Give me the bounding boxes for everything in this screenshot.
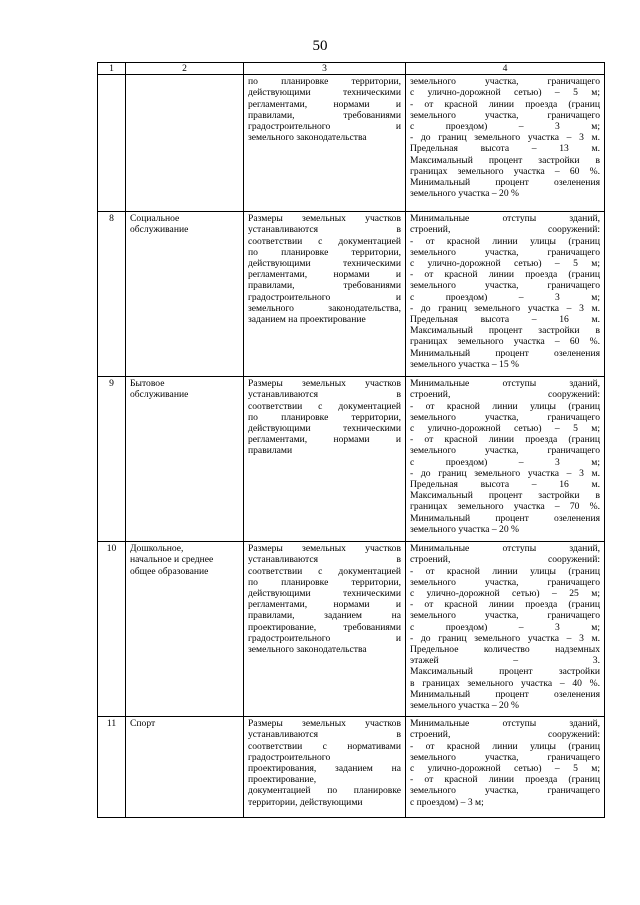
header-col-1: 1	[98, 63, 126, 75]
row-number-cell: 9	[98, 377, 126, 542]
parameters-cell	[406, 542, 605, 717]
cell-text-line: по планировке территории,	[248, 576, 401, 588]
cell-text-line: - от красной линии проезда (границ	[410, 774, 600, 786]
table-header-row	[98, 63, 605, 75]
cell-text-line: с улично-дорожной сетью) – 5 м;	[410, 258, 600, 270]
cell-text-line: земельного участка, граничащего	[410, 445, 600, 457]
plot-size-cell	[244, 75, 406, 212]
cell-text-line: земельного законодательства	[248, 132, 367, 144]
cell-text-line: документацией по планировке	[248, 785, 401, 797]
cell-text-line: - до границ земельного участка – 3 м.	[410, 132, 600, 144]
table-row	[98, 212, 605, 377]
cell-text-line: регламентами, нормами и	[248, 98, 401, 110]
cell-text-line: правилами, требованиями	[248, 109, 401, 121]
cell-text-line: проектирования, заданием на	[248, 763, 401, 775]
cell-text-line: земельного участка, граничащего	[410, 576, 600, 588]
cell-text-line: по планировке территории,	[248, 246, 401, 258]
cell-text-line: границах земельного участка – 70 %.	[410, 501, 600, 513]
cell-text-line: границах земельного участка – 60 %.	[410, 336, 600, 348]
cell-text-line: регламентами, нормами и	[248, 434, 401, 446]
cell-text-line: обслуживание	[130, 224, 189, 236]
cell-text-line: заданием на проектирование	[248, 314, 366, 326]
use-type-cell	[126, 717, 244, 818]
cell-text-line: Социальное	[130, 213, 180, 225]
cell-text-line: регламентами, нормами и	[248, 269, 401, 281]
cell-text-line: действующими техническими	[248, 258, 401, 270]
cell-text-line: Максимальный процент застройки в	[410, 490, 600, 502]
cell-text-line: строений, сооружений:	[410, 389, 600, 401]
row-number-cell	[98, 75, 126, 212]
cell-text-line: начальное и среднее	[130, 554, 214, 566]
cell-text-line: строений, сооружений:	[410, 729, 600, 741]
cell-text-line: - до границ земельного участка – 3 м.	[410, 632, 600, 644]
cell-text-line: устанавливаются в	[248, 729, 401, 741]
cell-text-line: градостроительного	[248, 751, 331, 763]
cell-text-line: - до границ земельного участка – 3 м.	[410, 302, 600, 314]
cell-text-line: с улично-дорожной сетью) – 5 м;	[410, 87, 600, 99]
cell-text-line: Предельное количество надземных	[410, 644, 600, 656]
cell-text-line: Максимальный процент застройки в	[410, 325, 600, 337]
cell-text-line: - от красной линии проезда (границ	[410, 434, 600, 446]
cell-text-line: земельного участка, граничащего	[410, 411, 600, 423]
cell-text-line: - от красной линии проезда (границ	[410, 98, 600, 110]
cell-text-line: соответствии с документацией	[248, 400, 401, 412]
cell-text-line: действующими техническими	[248, 87, 401, 99]
cell-text-line: территории, действующими	[248, 796, 363, 808]
cell-text-line: Минимальный процент озеленения	[410, 347, 600, 359]
cell-text-line: строений, сооружений:	[410, 224, 600, 236]
table-row	[98, 542, 605, 717]
cell-text-line: Минимальный процент озеленения	[410, 177, 600, 189]
cell-text-line: этажей – 3.	[410, 655, 600, 667]
cell-text-line: земельного участка – 15 %	[410, 358, 520, 370]
table-row	[98, 377, 605, 542]
cell-text-line: Максимальный процент застройки в	[410, 154, 600, 166]
cell-text-line: устанавливаются в	[248, 389, 401, 401]
cell-text-line: соответствии с документацией	[248, 235, 401, 247]
cell-text-line: общее образование	[130, 565, 209, 577]
cell-text-line: - от красной линии улицы (границ	[410, 235, 600, 247]
cell-text-line: действующими техническими	[248, 423, 401, 435]
cell-text-line: действующими техническими	[248, 588, 401, 600]
cell-text-line: Размеры земельных участков	[248, 543, 401, 555]
cell-text-line: проектирование,	[248, 774, 317, 786]
table-row	[98, 717, 605, 818]
cell-text-line: Дошкольное,	[130, 543, 184, 555]
cell-text-line: Минимальные отступы зданий,	[410, 378, 600, 390]
cell-text-line: земельного участка, граничащего	[410, 785, 600, 797]
cell-text-line: с улично-дорожной сетью) – 5 м;	[410, 763, 600, 775]
cell-text-line: правилами, заданием на	[248, 610, 401, 622]
parameters-cell	[406, 377, 605, 542]
cell-text-line: земельного участка, граничащего	[410, 610, 600, 622]
cell-text-line: - от красной линии улицы (границ	[410, 565, 600, 577]
cell-text-line: Предельная высота – 13 м.	[410, 143, 600, 155]
cell-text-line: Минимальный процент озеленения	[410, 512, 600, 524]
header-col-4: 4	[406, 63, 605, 75]
cell-text-line: Размеры земельных участков	[248, 213, 401, 225]
use-type-cell	[126, 75, 244, 212]
cell-text-line: соответствии с нормативами	[248, 740, 401, 752]
cell-text-line: с проездом) – 3 м;	[410, 121, 600, 133]
cell-text-line: регламентами, нормами и	[248, 599, 401, 611]
use-type-cell	[126, 212, 244, 377]
cell-text-line: Минимальные отступы зданий,	[410, 213, 600, 225]
header-col-2: 2	[126, 63, 244, 75]
parameters-cell	[406, 75, 605, 212]
row-number-cell: 10	[98, 542, 126, 717]
cell-text-line: земельного законодательства	[248, 644, 367, 656]
zoning-regulations-table	[97, 62, 605, 818]
cell-text-line: Минимальные отступы зданий,	[410, 718, 600, 730]
row-number-cell: 8	[98, 212, 126, 377]
cell-text-line: Размеры земельных участков	[248, 378, 401, 390]
cell-text-line: Размеры земельных участков	[248, 718, 401, 730]
cell-text-line: границах земельного участка – 60 %.	[410, 165, 600, 177]
cell-text-line: с улично-дорожной сетью) – 5 м;	[410, 423, 600, 435]
cell-text-line: Предельная высота – 16 м.	[410, 314, 600, 326]
plot-size-cell	[244, 212, 406, 377]
cell-text-line: Минимальный процент озеленения	[410, 688, 600, 700]
cell-text-line: - от красной линии улицы (границ	[410, 400, 600, 412]
cell-text-line: с проездом) – 3 м;	[410, 456, 600, 468]
cell-text-line: градостроительного и	[248, 121, 401, 133]
cell-text-line: Предельная высота – 16 м.	[410, 479, 600, 491]
cell-text-line: земельного участка, граничащего	[410, 109, 600, 121]
plot-size-cell	[244, 377, 406, 542]
cell-text-line: с проездом) – 3 м;	[410, 796, 484, 808]
use-type-cell	[126, 542, 244, 717]
cell-text-line: Максимальный процент застройки	[410, 666, 600, 678]
row-number-cell: 11	[98, 717, 126, 818]
cell-text-line: строений, сооружений:	[410, 554, 600, 566]
table-row-continued	[98, 75, 605, 212]
cell-text-line: правилами, требованиями	[248, 280, 401, 292]
cell-text-line: земельного участка – 20 %	[410, 188, 520, 200]
cell-text-line: Минимальные отступы зданий,	[410, 543, 600, 555]
cell-text-line: с улично-дорожной сетью) – 25 м;	[410, 588, 600, 600]
cell-text-line: - от красной линии улицы (границ	[410, 740, 600, 752]
cell-text-line: с проездом) – 3 м;	[410, 291, 600, 303]
cell-text-line: соответствии с документацией	[248, 565, 401, 577]
cell-text-line: земельного участка – 20 %	[410, 523, 520, 535]
plot-size-cell	[244, 717, 406, 818]
cell-text-line: градостроительного и	[248, 291, 401, 303]
cell-text-line: Бытовое	[130, 378, 165, 390]
cell-text-line: - от красной линии проезда (границ	[410, 599, 600, 611]
cell-text-line: - до границ земельного участка – 3 м.	[410, 467, 600, 479]
cell-text-line: с проездом) – 3 м;	[410, 621, 600, 633]
cell-text-line: проектирование, требованиями	[248, 621, 401, 633]
cell-text-line: устанавливаются в	[248, 554, 401, 566]
page-number: 50	[312, 38, 328, 54]
cell-text-line: земельного законодательства,	[248, 302, 401, 314]
cell-text-line: земельного участка, граничащего	[410, 280, 600, 292]
cell-text-line: обслуживание	[130, 389, 189, 401]
cell-text-line: по планировке территории,	[248, 411, 401, 423]
parameters-cell	[406, 717, 605, 818]
parameters-cell	[406, 212, 605, 377]
cell-text-line: градостроительного и	[248, 632, 401, 644]
cell-text-line: в границах земельного участка – 40 %.	[410, 677, 600, 689]
cell-text-line: Спорт	[130, 718, 156, 730]
cell-text-line: земельного участка, граничащего	[410, 246, 600, 258]
use-type-cell	[126, 377, 244, 542]
plot-size-cell	[244, 542, 406, 717]
header-col-3: 3	[244, 63, 406, 75]
cell-text-line: по планировке территории,	[248, 76, 401, 88]
cell-text-line: - от красной линии проезда (границ	[410, 269, 600, 281]
cell-text-line: земельного участка – 20 %	[410, 700, 520, 712]
cell-text-line: правилами	[248, 445, 293, 457]
cell-text-line: устанавливаются в	[248, 224, 401, 236]
cell-text-line: земельного участка, граничащего	[410, 751, 600, 763]
cell-text-line: земельного участка, граничащего	[410, 76, 600, 88]
